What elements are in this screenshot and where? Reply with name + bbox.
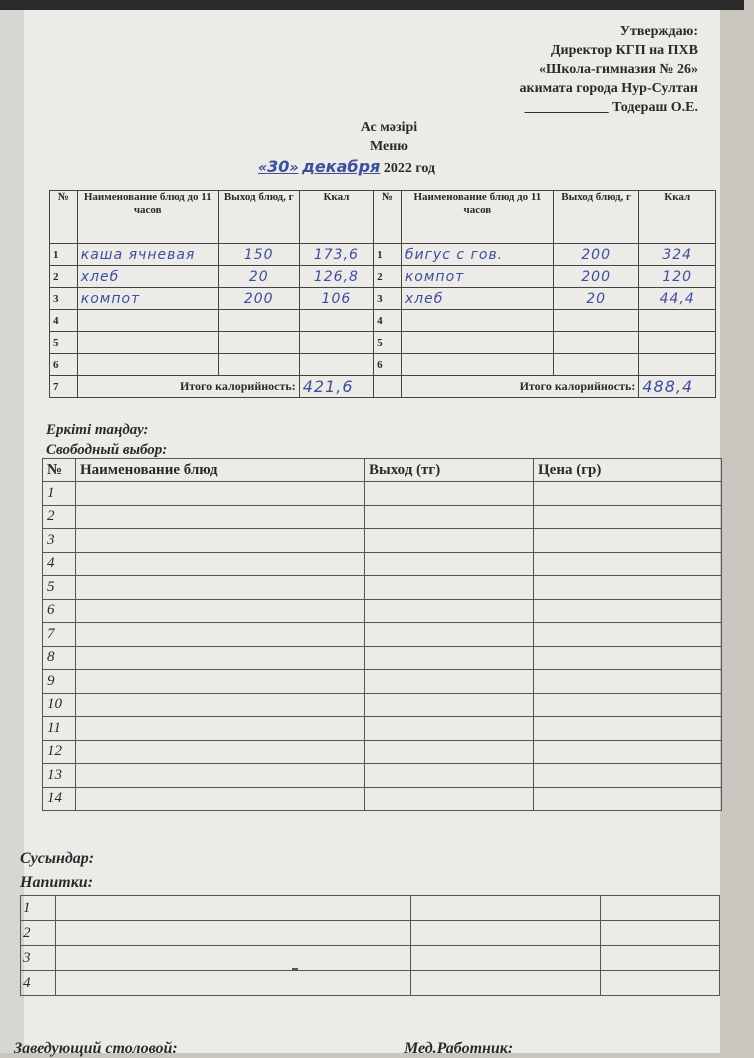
total-label: Итого калорийность: bbox=[77, 376, 299, 398]
row-num: 13 bbox=[43, 764, 76, 788]
row-num: 11 bbox=[43, 717, 76, 741]
row-num: 7 bbox=[50, 376, 78, 398]
empty-cell bbox=[534, 693, 722, 717]
empty-cell bbox=[534, 482, 722, 506]
dish-name bbox=[77, 310, 218, 332]
drinks-row bbox=[21, 896, 720, 921]
empty-cell bbox=[76, 576, 365, 600]
row-num: 8 bbox=[43, 646, 76, 670]
free-choice-row bbox=[43, 529, 722, 553]
date-month: декабря bbox=[301, 157, 381, 176]
empty-cell bbox=[365, 646, 534, 670]
dish-yield bbox=[553, 354, 638, 376]
empty-cell bbox=[76, 787, 365, 811]
row-num: 4 bbox=[374, 310, 402, 332]
row-num: 6 bbox=[43, 599, 76, 623]
total-right-kcal: 488,4 bbox=[639, 376, 716, 398]
header-kcal: Ккал bbox=[299, 191, 373, 244]
empty-cell bbox=[76, 693, 365, 717]
header-num: № bbox=[43, 459, 76, 482]
dish-yield bbox=[218, 332, 299, 354]
dish-yield bbox=[553, 332, 638, 354]
title-russian: Меню bbox=[369, 139, 408, 154]
row-num: 3 bbox=[50, 288, 78, 310]
dish-yield: 20 bbox=[218, 266, 299, 288]
header-yield: Выход блюд, г bbox=[553, 191, 638, 244]
header-name: Наименование блюд bbox=[76, 459, 365, 482]
empty-cell bbox=[76, 670, 365, 694]
row-num: 9 bbox=[43, 670, 76, 694]
row-num: 4 bbox=[43, 552, 76, 576]
row-num: 5 bbox=[50, 332, 78, 354]
free-choice-row bbox=[43, 599, 722, 623]
dish-name bbox=[401, 332, 553, 354]
empty-cell bbox=[411, 896, 601, 921]
menu-row bbox=[50, 354, 716, 376]
date-open-quote: « bbox=[258, 160, 268, 176]
empty-cell bbox=[56, 946, 411, 971]
row-num: 1 bbox=[50, 244, 78, 266]
approval-line: Директор КГП на ПХВ bbox=[550, 43, 698, 58]
free-choice-row bbox=[43, 505, 722, 529]
empty-cell bbox=[76, 505, 365, 529]
empty-cell bbox=[534, 623, 722, 647]
photo-top-edge bbox=[0, 0, 744, 10]
empty-cell bbox=[76, 646, 365, 670]
menu-table bbox=[49, 190, 716, 398]
drinks-row bbox=[21, 946, 720, 971]
empty-cell bbox=[534, 599, 722, 623]
free-choice-row bbox=[43, 576, 722, 600]
pen-mark bbox=[292, 968, 298, 970]
empty-cell bbox=[56, 896, 411, 921]
dish-name: бигус с гов. bbox=[401, 244, 553, 266]
menu-row bbox=[50, 244, 716, 266]
empty-cell bbox=[365, 764, 534, 788]
dish-name: компот bbox=[401, 266, 553, 288]
title-kazakh: Ас мәзірі bbox=[360, 120, 418, 135]
approval-line: Утверждаю: bbox=[619, 24, 698, 39]
drinks-row bbox=[21, 971, 720, 996]
empty-cell bbox=[56, 921, 411, 946]
empty-cell bbox=[534, 740, 722, 764]
dish-name bbox=[77, 354, 218, 376]
footer-medical-worker: Мед.Работник: bbox=[404, 1040, 514, 1057]
empty-cell bbox=[76, 552, 365, 576]
approval-signature-line: ____________ Тодераш О.Е. bbox=[524, 100, 698, 115]
empty-cell bbox=[365, 576, 534, 600]
row-num: 1 bbox=[43, 482, 76, 506]
dish-name bbox=[401, 354, 553, 376]
empty-cell bbox=[56, 971, 411, 996]
drinks-kazakh: Сусындар: bbox=[20, 850, 95, 867]
row-num: 4 bbox=[21, 971, 56, 996]
empty-cell bbox=[534, 505, 722, 529]
empty-cell bbox=[365, 623, 534, 647]
dish-yield: 200 bbox=[218, 288, 299, 310]
free-choice-row bbox=[43, 717, 722, 741]
dish-yield: 150 bbox=[218, 244, 299, 266]
row-num: 5 bbox=[43, 576, 76, 600]
empty-cell bbox=[365, 552, 534, 576]
row-num: 7 bbox=[43, 623, 76, 647]
row-num: 5 bbox=[374, 332, 402, 354]
dish-name: хлеб bbox=[401, 288, 553, 310]
dish-yield bbox=[218, 354, 299, 376]
header-num: № bbox=[50, 191, 78, 244]
empty-cell bbox=[534, 764, 722, 788]
drinks-table bbox=[20, 895, 720, 996]
menu-row bbox=[50, 332, 716, 354]
menu-row bbox=[50, 288, 716, 310]
total-left-kcal: 421,6 bbox=[299, 376, 373, 398]
row-num: 3 bbox=[43, 529, 76, 553]
empty-cell bbox=[534, 576, 722, 600]
empty-cell bbox=[76, 482, 365, 506]
empty-cell bbox=[365, 787, 534, 811]
header-price: Цена (гр) bbox=[534, 459, 722, 482]
empty-cell bbox=[76, 740, 365, 764]
empty-cell bbox=[76, 717, 365, 741]
free-choice-row bbox=[43, 670, 722, 694]
free-choice-russian: Свободный выбор: bbox=[46, 442, 168, 458]
empty-cell bbox=[534, 717, 722, 741]
free-choice-row bbox=[43, 482, 722, 506]
empty-cell bbox=[365, 529, 534, 553]
date-close-quote: » bbox=[289, 160, 299, 176]
empty-cell bbox=[365, 693, 534, 717]
dish-kcal: 324 bbox=[639, 244, 716, 266]
dish-kcal bbox=[299, 354, 373, 376]
empty-cell bbox=[601, 946, 720, 971]
dish-yield bbox=[553, 310, 638, 332]
drinks-row bbox=[21, 921, 720, 946]
dish-kcal bbox=[639, 354, 716, 376]
dish-kcal bbox=[299, 310, 373, 332]
free-choice-kazakh: Еркіті таңдау: bbox=[46, 422, 149, 438]
free-choice-row bbox=[43, 623, 722, 647]
row-num: 4 bbox=[50, 310, 78, 332]
row-num: 2 bbox=[21, 921, 56, 946]
menu-table-header bbox=[50, 191, 716, 244]
dish-kcal: 106 bbox=[299, 288, 373, 310]
free-choice-row bbox=[43, 552, 722, 576]
dish-name bbox=[77, 332, 218, 354]
drinks-russian: Напитки: bbox=[20, 874, 94, 891]
menu-date bbox=[258, 157, 435, 177]
free-choice-row bbox=[43, 646, 722, 670]
empty-cell bbox=[534, 646, 722, 670]
free-choice-row bbox=[43, 740, 722, 764]
empty-cell bbox=[365, 717, 534, 741]
row-num: 6 bbox=[50, 354, 78, 376]
empty-cell bbox=[601, 971, 720, 996]
row-num: 1 bbox=[21, 896, 56, 921]
dish-kcal bbox=[299, 332, 373, 354]
empty-cell bbox=[534, 670, 722, 694]
dish-yield: 200 bbox=[553, 244, 638, 266]
free-choice-row bbox=[43, 693, 722, 717]
approval-block bbox=[520, 22, 698, 117]
row-num: 10 bbox=[43, 693, 76, 717]
menu-row bbox=[50, 310, 716, 332]
total-label: Итого калорийность: bbox=[401, 376, 639, 398]
row-num: 3 bbox=[21, 946, 56, 971]
dish-name bbox=[401, 310, 553, 332]
row-num: 12 bbox=[43, 740, 76, 764]
free-choice-header bbox=[43, 459, 722, 482]
empty-cell bbox=[411, 971, 601, 996]
free-choice-row bbox=[43, 787, 722, 811]
header-kcal: Ккал bbox=[639, 191, 716, 244]
free-choice-row bbox=[43, 764, 722, 788]
empty-cell bbox=[534, 787, 722, 811]
empty-cell bbox=[534, 529, 722, 553]
dish-kcal: 120 bbox=[639, 266, 716, 288]
header-yield: Выход блюд, г bbox=[218, 191, 299, 244]
dish-name: компот bbox=[77, 288, 218, 310]
menu-row bbox=[50, 266, 716, 288]
row-num: 2 bbox=[50, 266, 78, 288]
date-year: 2022 год bbox=[383, 161, 435, 176]
header-name: Наименование блюд до 11 часов bbox=[77, 191, 218, 244]
empty-cell bbox=[76, 764, 365, 788]
empty-cell bbox=[411, 946, 601, 971]
row-num: 2 bbox=[374, 266, 402, 288]
empty-cell bbox=[365, 599, 534, 623]
row-num: 1 bbox=[374, 244, 402, 266]
empty-cell bbox=[365, 670, 534, 694]
empty-cell bbox=[76, 529, 365, 553]
row-num: 6 bbox=[374, 354, 402, 376]
empty-cell bbox=[411, 921, 601, 946]
dish-kcal: 173,6 bbox=[299, 244, 373, 266]
empty-cell bbox=[534, 552, 722, 576]
menu-document-page bbox=[14, 0, 720, 1057]
dish-kcal: 126,8 bbox=[299, 266, 373, 288]
footer-canteen-manager: Заведующий столовой: bbox=[14, 1040, 178, 1057]
approval-line: «Школа-гимназия № 26» bbox=[539, 62, 698, 77]
empty-cell bbox=[76, 599, 365, 623]
empty-cell bbox=[601, 896, 720, 921]
dish-yield bbox=[218, 310, 299, 332]
approval-line: акимата города Нур-Султан bbox=[519, 81, 698, 96]
row-num: 3 bbox=[374, 288, 402, 310]
dish-yield: 20 bbox=[553, 288, 638, 310]
row-num: 2 bbox=[43, 505, 76, 529]
dish-yield: 200 bbox=[553, 266, 638, 288]
free-choice-table bbox=[42, 458, 722, 811]
dish-kcal bbox=[639, 310, 716, 332]
header-yield: Выход (тг) bbox=[365, 459, 534, 482]
header-name: Наименование блюд до 11 часов bbox=[401, 191, 553, 244]
empty-cell bbox=[365, 482, 534, 506]
dish-name: каша ячневая bbox=[77, 244, 218, 266]
empty-cell bbox=[374, 376, 402, 398]
dish-kcal bbox=[639, 332, 716, 354]
empty-cell bbox=[365, 740, 534, 764]
row-num: 14 bbox=[43, 787, 76, 811]
menu-total-row bbox=[50, 376, 716, 398]
empty-cell bbox=[365, 505, 534, 529]
header-num: № bbox=[374, 191, 402, 244]
dish-name: хлеб bbox=[77, 266, 218, 288]
dish-kcal: 44,4 bbox=[639, 288, 716, 310]
date-day: 30 bbox=[267, 157, 290, 176]
empty-cell bbox=[601, 921, 720, 946]
empty-cell bbox=[76, 623, 365, 647]
